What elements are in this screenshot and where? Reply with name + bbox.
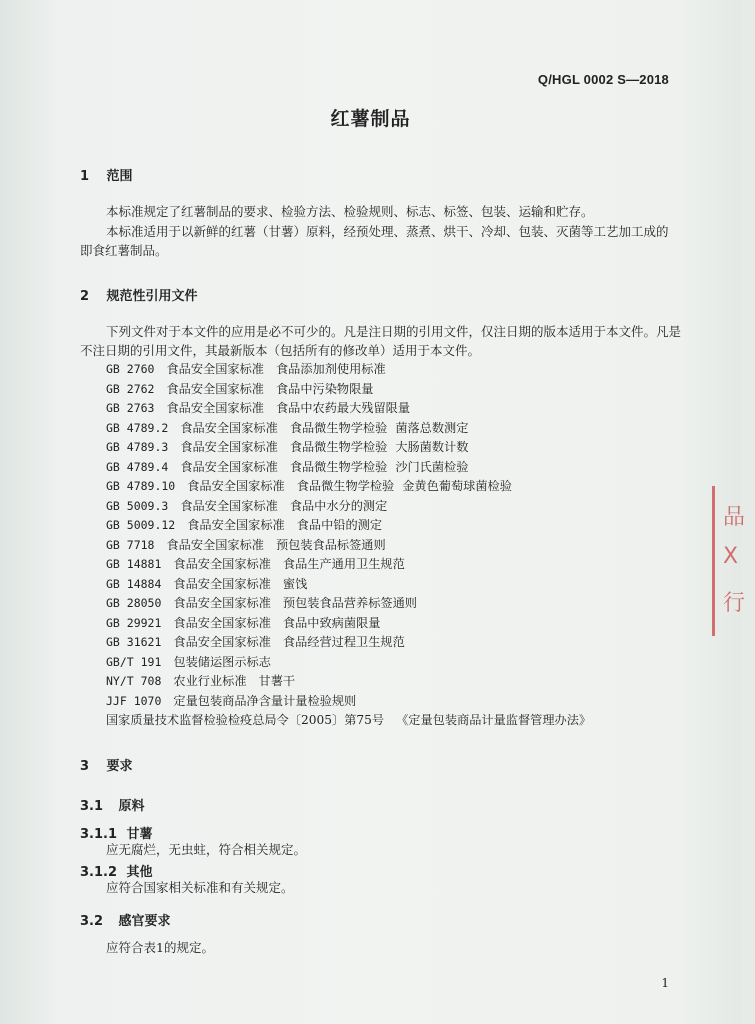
reference-item — [106, 536, 599, 556]
reference-item — [106, 692, 599, 712]
section-3-2-heading — [80, 910, 171, 929]
section-number: 3.2 — [80, 914, 104, 929]
reference-code: GB 28050 — [106, 596, 162, 610]
reference-code: GB 5009.12 — [106, 518, 176, 532]
reference-title-part: 食品安全国家标准 — [173, 615, 271, 630]
reference-title-part: 食品安全国家标准 — [166, 381, 264, 396]
section-title: 规范性引用文件 — [106, 289, 198, 304]
red-seal-stamp — [712, 486, 755, 636]
section-title: 其他 — [126, 865, 153, 880]
reference-title-part: 食品安全国家标准 — [173, 596, 271, 610]
reference-item — [106, 633, 599, 653]
reference-title-part: 食品微生物学检验 — [289, 459, 388, 474]
reference-title-part: 食品安全国家标准 — [187, 479, 285, 493]
reference-title-part: 食品安全国家标准 — [173, 635, 271, 649]
stamp-char: 品 — [723, 505, 746, 530]
section-3-heading — [80, 755, 133, 774]
section-2-heading — [80, 285, 198, 304]
reference-item — [106, 399, 599, 419]
reference-code: GB 2760 — [106, 362, 155, 376]
scope-paragraph-1: 本标准规定了红薯制品的要求、检验方法、检验规则、标志、标签、包装、运输和贮存。 — [106, 204, 594, 219]
reference-title-part: 包装储运图示标志 — [173, 654, 271, 669]
reference-item — [106, 653, 599, 673]
reference-item — [106, 438, 599, 458]
document-title: 红薯制品 — [330, 108, 411, 130]
reference-title-part: 甘薯干 — [258, 674, 296, 688]
section-number: 3.1.1 — [80, 827, 118, 842]
reference-code: NY/T 708 — [106, 674, 162, 688]
section-number: 3.1 — [80, 799, 104, 814]
sensory-requirement: 应符合表1的规定。 — [106, 940, 214, 955]
section-3-1-heading — [80, 795, 145, 814]
reference-title-part: 食品中农药最大残留限量 — [275, 401, 411, 415]
reference-title-part: 食品生产通用卫生规范 — [282, 557, 405, 571]
reference-item — [106, 575, 599, 595]
reference-title-part: 食品中污染物限量 — [275, 381, 374, 396]
reference-item — [106, 380, 599, 400]
reference-title-part: 《定量包装商品计量监督管理办法》 — [396, 713, 592, 727]
reference-item — [106, 458, 599, 478]
reference-item — [106, 360, 599, 380]
reference-title-part: 预包装食品标签通则 — [275, 537, 386, 552]
reference-title-part: 食品安全国家标准 — [180, 420, 278, 435]
reference-title-part: 食品经营过程卫生规范 — [282, 635, 405, 649]
reference-code: JJF 1070 — [106, 693, 162, 708]
document-code: Q/HGL 0002 S—2018 — [537, 72, 669, 87]
reference-item — [106, 477, 599, 497]
reference-item — [106, 614, 599, 634]
reference-code: GB 7718 — [106, 537, 155, 552]
section-title: 感官要求 — [118, 914, 171, 929]
reference-item — [106, 419, 599, 439]
reference-title-part: 沙门氏菌检验 — [395, 459, 469, 474]
reference-title-part: 国家质量技术监督检验检疫总局令〔2005〕第75号 — [106, 713, 385, 727]
scope-paragraph-2: 本标准适用于以新鲜的红薯（甘薯）原料，经预处理、蒸煮、烘干、冷却、包装、灭菌等工艺加工成的即食红薯制品。 — [80, 224, 669, 258]
section-title: 原料 — [118, 799, 145, 814]
reference-code: GB/T 191 — [106, 654, 162, 669]
reference-title-part: 食品安全国家标准 — [180, 459, 278, 474]
reference-title-part: 蜜饯 — [282, 576, 308, 591]
reference-title-part: 食品中铅的测定 — [296, 518, 383, 532]
section-number: 2 — [80, 289, 90, 304]
other-requirement: 应符合国家相关标准和有关规定。 — [106, 880, 294, 895]
reference-code: GB 4789.3 — [106, 440, 169, 454]
section-number: 1 — [80, 169, 90, 184]
reference-title-part: 食品安全国家标准 — [173, 557, 271, 571]
reference-item — [106, 672, 599, 692]
reference-code: GB 14884 — [106, 576, 162, 591]
section-number: 3 — [80, 759, 90, 774]
reference-code: GB 14881 — [106, 557, 162, 571]
references-list — [106, 360, 599, 731]
page-number: 1 — [661, 976, 669, 990]
reference-code: GB 2763 — [106, 401, 155, 415]
reference-title-part: 预包装食品营养标签通则 — [282, 596, 417, 610]
reference-code: GB 4789.10 — [106, 479, 176, 493]
section-number: 3.1.2 — [80, 865, 118, 880]
reference-title-part: 金黄色葡萄球菌检验 — [402, 479, 512, 493]
reference-item — [106, 711, 599, 731]
reference-item — [106, 497, 599, 517]
sweet-potato-requirement: 应无腐烂，无虫蛀，符合相关规定。 — [106, 842, 307, 857]
reference-title-part: 食品安全国家标准 — [166, 401, 264, 415]
reference-title-part: 大肠菌数计数 — [395, 440, 469, 454]
reference-code: GB 5009.3 — [106, 498, 169, 513]
reference-title-part: 食品中致病菌限量 — [282, 615, 381, 630]
reference-title-part: 食品安全国家标准 — [166, 362, 264, 376]
reference-code: GB 2762 — [106, 381, 155, 396]
reference-code: GB 4789.4 — [106, 459, 169, 474]
section-title: 范围 — [106, 169, 133, 184]
section-title: 甘薯 — [126, 827, 153, 842]
reference-item — [106, 516, 599, 536]
reference-title-part: 食品添加剂使用标准 — [275, 362, 386, 376]
reference-title-part: 食品安全国家标准 — [180, 440, 278, 454]
reference-title-part: 食品微生物学检验 — [296, 479, 395, 493]
reference-title-part: 食品微生物学检验 — [289, 440, 388, 454]
reference-title-part: 农业行业标准 — [173, 674, 247, 688]
reference-code: GB 29921 — [106, 615, 162, 630]
reference-title-part: 食品中水分的测定 — [289, 498, 388, 513]
reference-title-part: 食品微生物学检验 — [289, 420, 388, 435]
stamp-char: 行 — [723, 591, 746, 616]
reference-code: GB 31621 — [106, 635, 162, 649]
reference-item — [106, 555, 599, 575]
stamp-char: X — [723, 544, 739, 569]
reference-title-part: 食品安全国家标准 — [180, 498, 278, 513]
section-1-heading — [80, 165, 133, 184]
references-intro: 下列文件对于本文件的应用是必不可少的。凡是注日期的引用文件，仅注日期的版本适用于本文件。凡是不注日期的引用文件，其最新版本（包括所有的修改单）适用于本文件。 — [80, 324, 682, 358]
reference-item — [106, 594, 599, 614]
reference-title-part: 食品安全国家标准 — [187, 518, 285, 532]
reference-title-part: 食品安全国家标准 — [166, 537, 264, 552]
reference-code: GB 4789.2 — [106, 420, 169, 435]
reference-title-part: 食品安全国家标准 — [173, 576, 271, 591]
reference-title-part: 定量包装商品净含量计量检验规则 — [173, 693, 357, 708]
reference-title-part: 菌落总数测定 — [395, 420, 469, 435]
section-title: 要求 — [106, 759, 133, 774]
